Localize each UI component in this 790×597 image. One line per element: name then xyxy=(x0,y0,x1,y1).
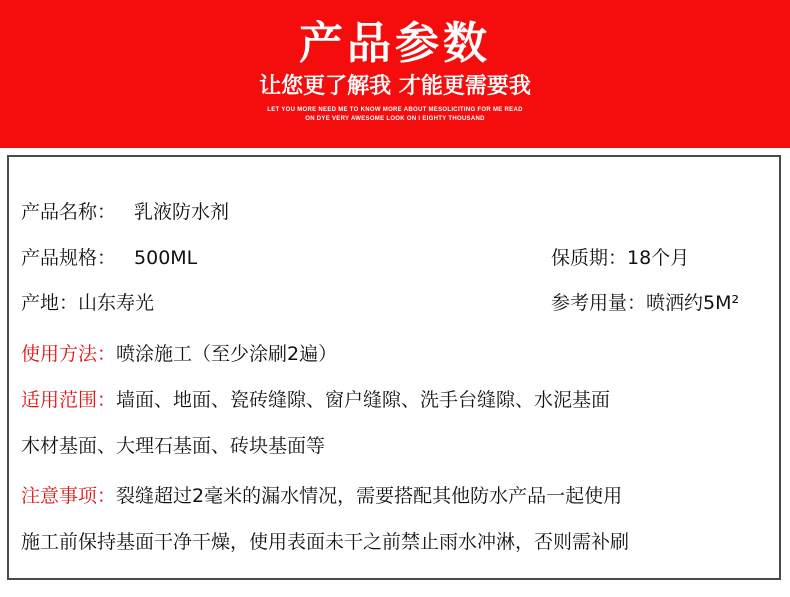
header-banner xyxy=(0,0,790,148)
usage-method-value: 喷涂施工（至少涂刷2遍） xyxy=(116,343,338,365)
row-product-name xyxy=(21,199,769,225)
product-size-label: 产品规格： xyxy=(21,247,117,269)
shelf-life xyxy=(551,245,689,271)
english-tagline xyxy=(0,106,790,124)
origin-value: 山东寿光 xyxy=(78,292,155,314)
dosage xyxy=(551,290,739,316)
spec-panel xyxy=(7,155,781,580)
english-tagline-line2: ON DYE VERY AWESOME LOOK ON I EIGHTY THOUSAND xyxy=(305,116,485,122)
scope-value-line2: 木材基面、大理石基面、砖块基面等 xyxy=(21,435,326,457)
scope-label: 适用范围： xyxy=(21,389,117,411)
row-notes xyxy=(21,483,769,509)
shelf-life-label: 保质期： xyxy=(551,247,628,269)
page-title: 产品参数 xyxy=(299,18,491,69)
row-origin xyxy=(21,290,769,316)
origin-label: 产地： xyxy=(21,292,79,314)
row-product-size xyxy=(21,245,769,271)
row-scope-cont xyxy=(21,433,769,459)
row-scope xyxy=(21,387,769,413)
scope-value-line1: 墙面、地面、瓷砖缝隙、窗户缝隙、洗手台缝隙、水泥基面 xyxy=(116,389,611,411)
notes-value-line2: 施工前保持基面干净干燥，使用表面未干之前禁止雨水冲淋，否则需补刷 xyxy=(21,531,630,553)
row-usage-method xyxy=(21,341,769,367)
usage-method-label: 使用方法： xyxy=(21,343,117,365)
page-subtitle: 让您更了解我 才能更需要我 xyxy=(259,74,531,99)
notes-value-line1: 裂缝超过2毫米的漏水情况，需要搭配其他防水产品一起使用 xyxy=(116,485,623,507)
row-notes-cont xyxy=(21,529,769,555)
product-size-value: 500ML xyxy=(134,247,198,269)
shelf-life-value: 18个月 xyxy=(627,247,690,269)
product-name-label: 产品名称： xyxy=(21,201,117,223)
product-name-value: 乳液防水剂 xyxy=(134,201,230,223)
dosage-label: 参考用量： xyxy=(551,292,647,314)
english-tagline-line1: LET YOU MORE NEED ME TO KNOW MORE ABOUT MESOLICITING FOR ME READ xyxy=(267,107,523,113)
dosage-value: 喷洒约5M² xyxy=(646,292,740,314)
notes-label: 注意事项： xyxy=(21,485,117,507)
